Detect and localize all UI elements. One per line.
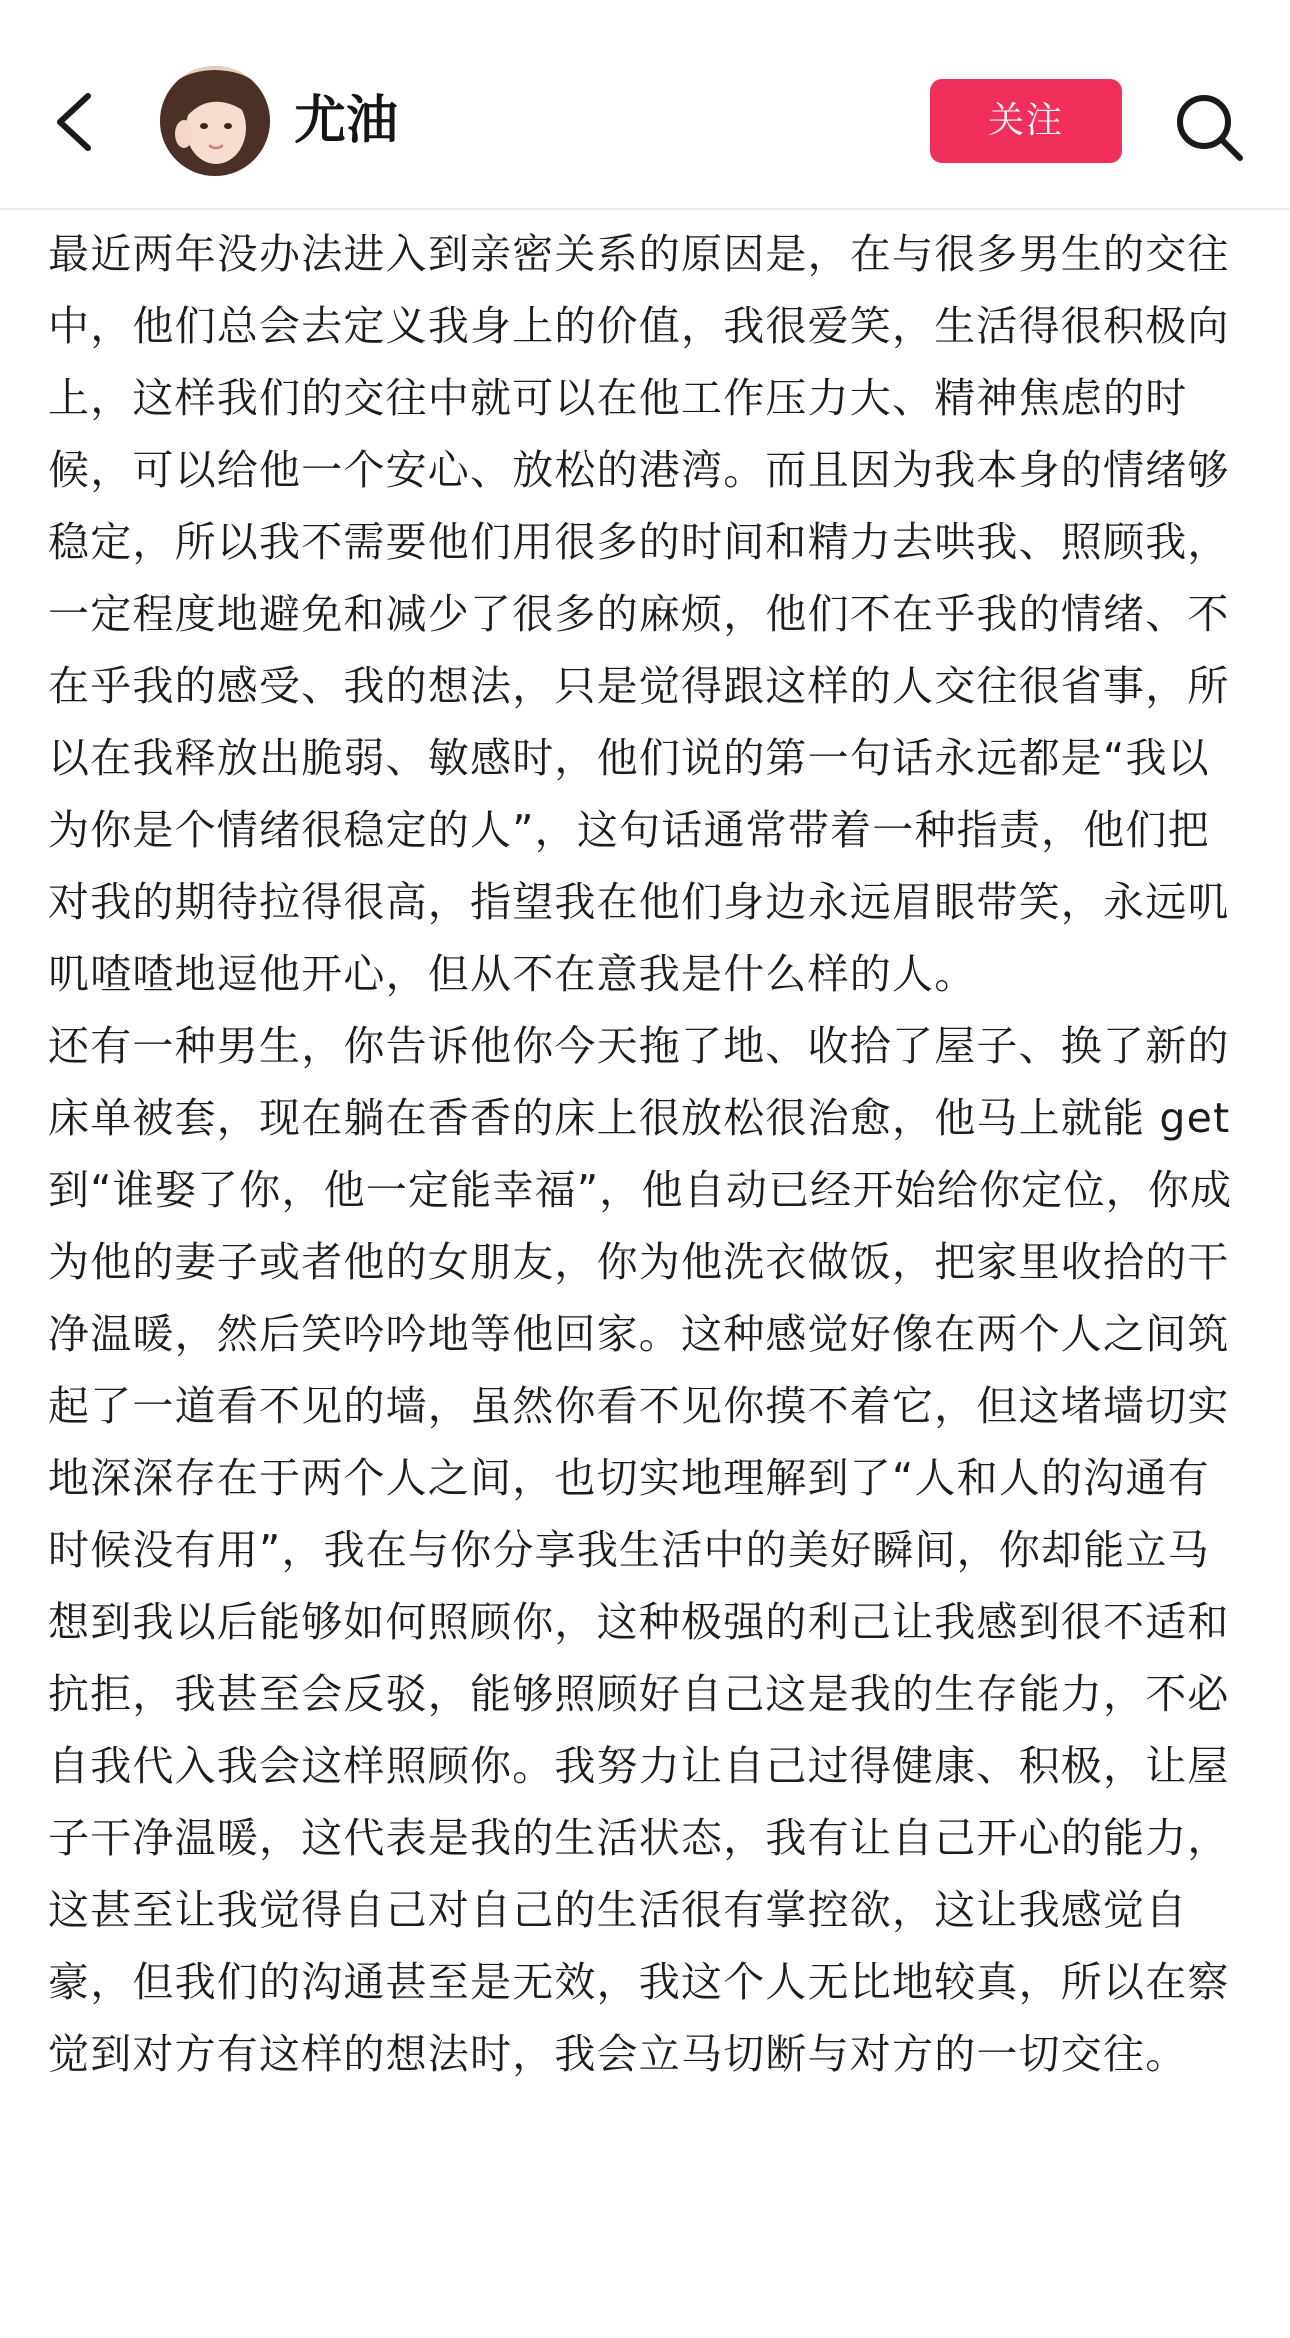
avatar[interactable] — [160, 66, 270, 176]
username[interactable]: 尤油 — [294, 91, 399, 151]
chevron-left-icon — [48, 82, 108, 162]
paragraph: 还有一种男生，你告诉他你今天拖了地、收拾了屋子、换了新的床单被套，现在躺在香香的床上很放松很治愈，他马上就能 get 到“谁娶了你，他一定能幸福”，他自动已经开始给你定位，你成为他的妻子或者他的女朋友，你为他洗衣做饭，把家里收拾的干净温暖，然后笑吟吟地等他回家。这种感觉好像在两个人之间筑起了一道看不见的墙，虽然你看不见你摸不着它，但这堵墙切实地深深存在于两个人之间，也切实地理解到了“人和人的沟通有时候没有用”，我在与你分享我生活中的美好瞬间，你却能立马想到我以后能够如何照顾你，这种极强的利己让我感到很不适和抗拒，我甚至会反驳，能够照顾好自己这是我的生存能力，不必自我代入我会这样照顾你。我努力让自己过得健康、积极，让屋子干净温暖，这代表是我的生活状态，我有让自己开心的能力，这甚至让我觉得自己对自己的生活很有掌控欲，这让我感觉自豪，但我们的沟通甚至是无效，我这个人无比地较真，所以在察觉到对方有这样的想法时，我会立马切断与对方的一切交往。 — [48, 1022, 1233, 2078]
avatar-portrait — [160, 66, 270, 176]
paragraph: 最近两年没办法进入到亲密关系的原因是，在与很多男生的交往中，他们总会去定义我身上的价值，我很爱笑，生活得很积极向上，这样我们的交往中就可以在他工作压力大、精神焦虑的时候，可以给他一个安心、放松的港湾。而且因为我本身的情绪够稳定，所以我不需要他们用很多的时间和精力去哄我、照顾我，一定程度地避免和减少了很多的麻烦，他们不在乎我的情绪、不在乎我的感受、我的想法，只是觉得跟这样的人交往很省事，所以在我释放出脆弱、敏感时，他们说的第一句话永远都是“我以为你是个情绪很稳定的人”，这句话通常带着一种指责，他们把对我的期待拉得很高，指望我在他们身边永远眉眼带笑，永远叽叽喳喳地逗他开心，但从不在意我是什么样的人。 — [48, 230, 1230, 998]
follow-button[interactable]: 关注 — [930, 79, 1122, 163]
back-button[interactable] — [48, 82, 108, 162]
top-bar — [0, 0, 1290, 210]
search-icon — [1172, 90, 1248, 166]
post-body — [48, 218, 1248, 2090]
search-button[interactable] — [1172, 90, 1248, 166]
